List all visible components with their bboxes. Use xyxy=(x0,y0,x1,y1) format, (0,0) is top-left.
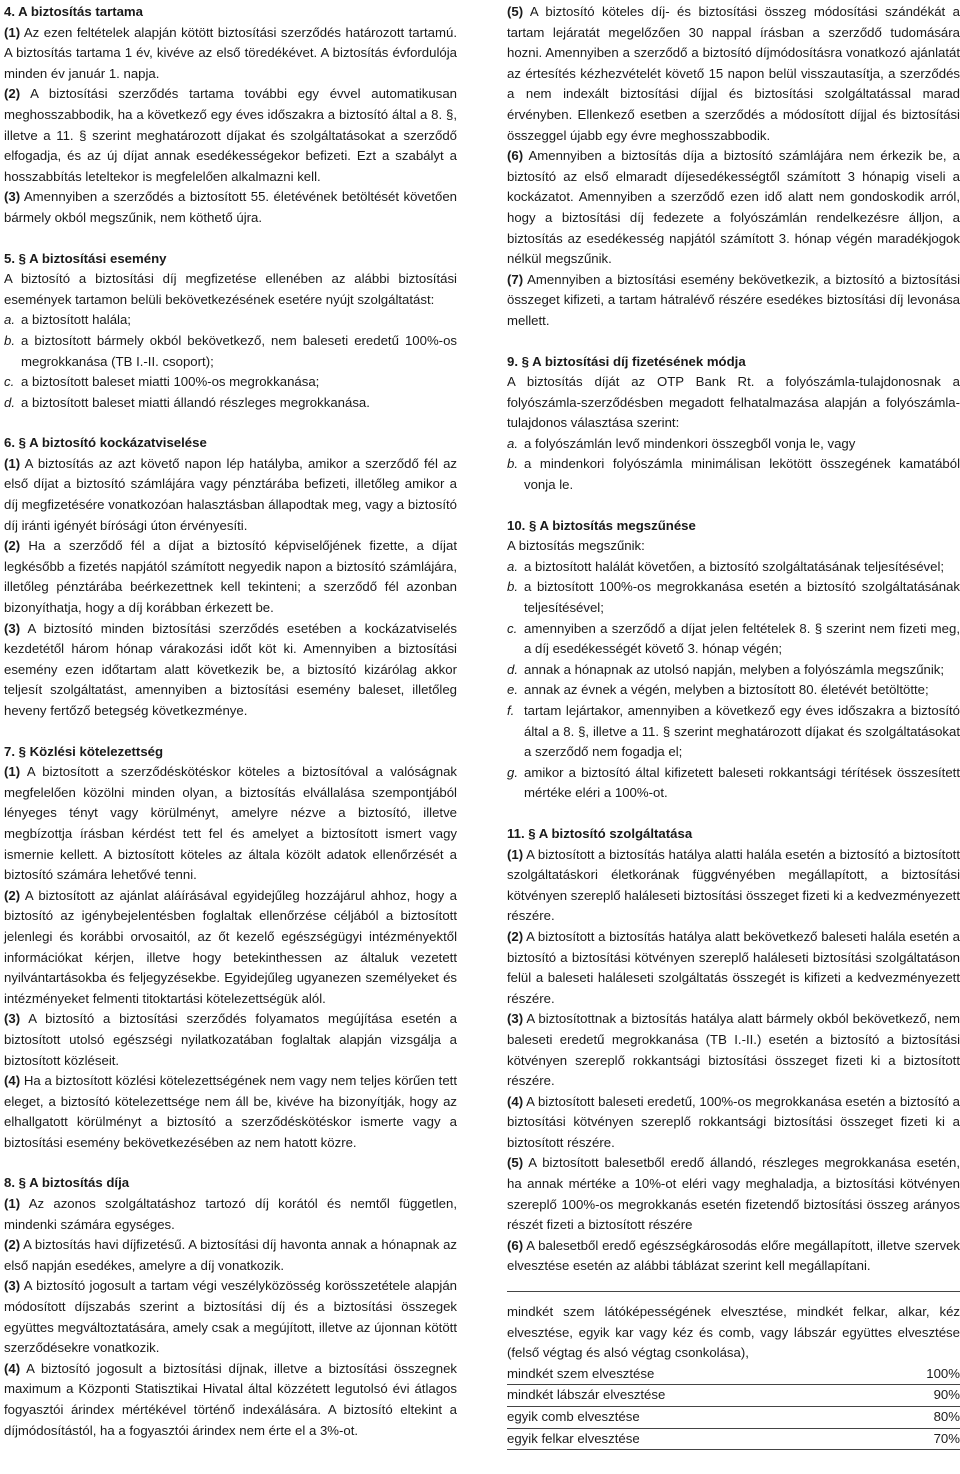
section-9 xyxy=(507,352,960,496)
disability-rate-table xyxy=(507,1291,960,1450)
payment-list xyxy=(507,434,960,496)
row-label: egyik felkar elvesztése xyxy=(507,1430,640,1446)
list-item: d. a biztosított baleset miatti állandó részleges megrokkanása. xyxy=(4,394,370,410)
paragraph: (3) A biztosító jogosult a tartam végi veszélyközösség korösszetétele alapján módosított díjszabás szerint a biztosítási díj és a biztosítási összegek együttes megváltoztatására, amely csak a megújított, illetve az újonnan kötött szerződésekre vonatkozik. xyxy=(4,1278,458,1356)
event-list xyxy=(4,310,457,413)
section-7 xyxy=(4,742,457,1154)
table-row xyxy=(507,1385,960,1407)
section-intro: A biztosítás megszűnik: xyxy=(507,538,645,554)
list-item: c. amennyiben a szerződő a díjat jelen feltételek 8. § szerint nem fizeti meg, a díj esedékességét követő 3. hónap végén; xyxy=(507,620,960,657)
list-item: b. a mindenkori folyószámla minimálisan lekötött összegének kamatából vonja le. xyxy=(507,456,960,493)
table-row xyxy=(507,1429,960,1451)
list-item: f. tartam lejártakor, amennyiben a következő egy éves időszakra a biztosító által a 8. §, illetve a 11. § szerint meghatározott díjakat és szolgáltatásokat a szerződő nem fogadja el; xyxy=(507,703,960,760)
paragraph: (7) Amennyiben a biztosítási esemény bekövetkezik, a biztosító a biztosítási összeget kifizeti, a tartam hátralévő részére esedékes biztosítási díj levonása mellett. xyxy=(507,271,960,328)
paragraph: (1) A biztosítás az azt követő napon lép hatályba, amikor a szerződő fél az első díjat a biztosító számlájára vagy pénztárába befizeti, illetőleg amikor a díj megfizetésére vonatkozóan halasztásban állapodtak meg, vagy a biztosító díj iránti igényét bírósági úton érvényesíti. xyxy=(4,455,458,533)
list-item: e. annak az évnek a végén, melyben a biztosított 80. életévét betöltötte; xyxy=(507,682,929,698)
paragraph: (1) Az ezen feltételek alapján kötött biztosítási szerződés határozott tartamú. A biztosítás tartama 1 év, kivéve az első töredékévet. A biztosítás évfordulója minden év január 1. napja. xyxy=(4,24,457,81)
list-item: b. a biztosított 100%-os megrokkanása esetén a biztosító szolgáltatásának teljesítésével; xyxy=(507,579,960,616)
section-title: 8. § A biztosítás díja xyxy=(4,1175,130,1191)
row-value: 80% xyxy=(933,1409,960,1424)
list-item: b. a biztosított bármely okból bekövetkező, nem baleseti eredetű 100%-os megrokkanása (TB I.-II. csoport); xyxy=(4,332,457,369)
list-item: a. a folyószámlán levő mindenkori összegből vonja le, vagy xyxy=(507,435,856,451)
section-title: 10. § A biztosítás megszűnése xyxy=(507,517,696,533)
section-intro: A biztosítás díját az OTP Bank Rt. a folyószámla-tulajdonosnak a folyószámla-szerződésben megadott felhatalmazása alapján a folyószámla-tulajdonos választása szerint: xyxy=(507,374,960,431)
table-row xyxy=(507,1364,960,1386)
paragraph: (3) Amennyiben a szerződés a biztosított 55. életévének betöltését követően bármely okból megszűnik, nem köthető újra. xyxy=(4,189,457,225)
paragraph: (1) A biztosított a szerződéskötéskor köteles a biztosítóval a valóságnak megfelelően közölni minden olyan, a biztosítás elvállalása szempontjából lényeges tényt vagy körülményt, amelyre nézve a biztosító, illetve megbízottja írásban kérdést tett fel és amelyet a biztosított ismert vagy ismernie kellett. A biztosított köteles az általa közölt adatok ellenőrzését a biztosító számára lehetővé tenni. xyxy=(4,764,457,883)
list-item: c. a biztosított baleset miatti 100%-os megrokkanása; xyxy=(4,374,320,390)
paragraph: (1) A biztosított a biztosítás hatálya alatti halála esetén a biztosító a biztosított szolgáltatáskori életkorának függvényében megállapított, a biztosítási kötvényen szereplő haláleseti biztosítási összeget fizeti ki a kedvezményezett részére. xyxy=(507,846,960,924)
termination-list xyxy=(507,557,960,804)
section-title: 6. § A biztosító kockázatviselése xyxy=(4,435,207,451)
right-column xyxy=(507,2,960,1450)
paragraph: (6) A balesetből eredő egészségkárosodás előre megállapított, illetve szervek elvesztése esetén az alábbi táblázat szerint kell megállapítani. xyxy=(507,1237,960,1274)
paragraph: (2) A biztosított a biztosítás hatálya alatt bekövetkező baleseti halála esetén a biztosító a biztosítási kötvényen szereplő haláleseti biztosítási szolgáltatáson felül a baleseti haláleseti szolgáltatás összegét is kifizeti a kedvezményezett részére. xyxy=(507,928,960,1006)
table-intro: mindkét szem látóképességének elvesztése, mindkét felkar, alkar, kéz elvesztése, egyik kar vagy kéz és comb, vagy lábszár együttes elvesztése (felső végtag és alsó végtag csonkolása), xyxy=(507,1304,960,1361)
paragraph: (5) A biztosító köteles díj- és biztosítási összeg módosítási szándékát a tartam lejáratát megelőzően 30 nappal írásban a szerződő tudomására hozni. Amennyiben a szerződő a biztosító díjmódosításra vonatkozó ajánlatát az értesítés kézhezvételét követő 15 napon belül visszautasítja, a szerződés a nem indexált biztosítási díjjal és biztosítási szolgáltatással marad érvényben. Ellenkező esetben a szerződés a módosított díjjal és biztosítási összeggel újabb egy évre meghosszabbodik. xyxy=(507,4,960,143)
row-label: mindkét lábszár elvesztése xyxy=(507,1387,666,1403)
section-11 xyxy=(507,824,960,1277)
section-5 xyxy=(4,249,457,414)
paragraph: (2) A biztosított az ajánlat aláírásával egyidejűleg hozzájárul ahhoz, hogy a biztosító az igénybejelentésben foglaltak ellenőrzése céljából a biztosított jelenlegi és korábbi orvosaitól, az őt kezelő egészségügyi intézményektől információkat kérjen, illetve hogy betekinthessen az általuk vezetett nyilvántartásokba és feljegyzésekbe. Egyidejűleg ugyanezen személyeket és intézményeket felmenti titoktartási kötelezettségük alól. xyxy=(4,887,458,1006)
section-8 xyxy=(4,1173,457,1441)
section-intro: A biztosító a biztosítási díj megfizetése ellenében az alábbi biztosítási események tartamon belüli bekövetkezésének esetére nyújt szolgáltatást: xyxy=(4,271,457,307)
left-column xyxy=(4,2,457,1441)
row-label: mindkét szem elvesztése xyxy=(507,1365,655,1381)
section-title: 7. § Közlési kötelezettség xyxy=(4,743,164,759)
paragraph: (2) A biztosítás havi díjfizetésű. A biztosítási díj havonta annak a hónapnak az első napján esedékes, amelyre a díj vonatkozik. xyxy=(4,1237,457,1273)
section-6 xyxy=(4,433,457,721)
paragraph: (4) Ha a biztosított közlési kötelezettségének nem vagy nem teljes körűen tett eleget, a biztosító kötelezettsége nem áll be, kivéve ha bizonyítják, hogy az elhallgatott körülményt a biztosító a szerződéskötéskor ismerte vagy a biztosítási esemény bekövetkezésében az nem hatott közre. xyxy=(4,1073,457,1150)
row-value: 90% xyxy=(933,1387,960,1403)
section-8-continued xyxy=(507,2,960,332)
paragraph: (2) A biztosítási szerződés tartama további egy évvel automatikusan meghosszabbodik, ha a következő egy éves időszakra a biztosító által a 8. §, illetve a 11. § szerint meghatározott díjakat és szolgáltatásokat a szerződő elfogadja, és az új díjat annak esedékességekor befizeti. Ezt a szabályt a hosszabbítás leteltekor is megfelelően alkalmazni kell. xyxy=(4,86,457,184)
paragraph: (6) Amennyiben a biztosítás díja a biztosító számlájára nem érkezik be, a biztosító az első elmaradt díjesedékességtől számított 3 hónapig viseli a kockázatot. Amennyiben a szerződő ezen idő alatt nem gondoskodik arról, hogy a biztosítási díj fedezete a folyószámlán rendelkezésre álljon, a biztosítás az esedékesség napjától számított 3. hónap végén maradékjogok nélkül megszűnik. xyxy=(507,148,960,267)
paragraph: (1) Az azonos szolgáltatáshoz tartozó díj korától és nemtől független, mindenki számára egységes. xyxy=(4,1196,458,1232)
list-item: d. annak a hónapnak az utolsó napján, melyben a folyószámla megszűnik; xyxy=(507,661,945,677)
section-title: 9. § A biztosítási díj fizetésének módja xyxy=(507,353,746,369)
section-title: 4. A biztosítás tartama xyxy=(4,4,143,19)
row-label: egyik comb elvesztése xyxy=(507,1409,640,1424)
list-item: g. amikor a biztosító által kifizetett baleseti rokkantsági térítések összesített mértéke eléri a 100%-ot. xyxy=(507,764,960,801)
list-item: a. a biztosított halála; xyxy=(4,312,131,328)
paragraph: (3) A biztosítottnak a biztosítás hatálya alatt bármely okból bekövetkező, nem baleseti eredetű megrokkanása (TB I.-II.) esetén a biztosító a biztosítási kötvényen szereplő rokkantsági biztosítási összeget fizeti ki a biztosított részére. xyxy=(507,1011,960,1089)
row-value: 100% xyxy=(926,1365,960,1381)
table-row xyxy=(507,1407,960,1429)
section-10 xyxy=(507,516,960,804)
paragraph: (3) A biztosító minden biztosítási szerződés esetében a kockázatviselés kezdetétől három hónap várakozási időt köt ki. Amennyiben a biztosítási esemény ezen időtartam alatt következik be, a biztosító kizárólag akkor teljesít szolgáltatást, amennyiben a biztosítási esemény baleset, illetőleg heveny fertőző betegség következménye. xyxy=(4,620,457,718)
paragraph: (5) A biztosított balesetből eredő állandó, részleges megrokkanása esetén, ha annak mértéke a 10%-ot eléri vagy meghaladja, a biztosítási kötvényen szereplő 100%-os megrokkanás esetén fizetendő biztosítási összeg arányos részét fizeti a biztosított részére xyxy=(507,1155,960,1233)
row-value: 70% xyxy=(933,1430,960,1446)
paragraph: (4) A biztosító jogosult a biztosítási díjnak, illetve a biztosítási összegnek maximum a Központi Statisztikai Hivatal által közzétett legutolsó évi átlagos fogyasztói árindex mértékével történő indexálására. A biztosító eltekint a díjmódosítástól, ha a fogyasztói árindex nem érte el a 3%-ot. xyxy=(4,1360,457,1438)
paragraph: (2) Ha a szerződő fél a díjat a biztosító képviselőjének fizette, a díjat legkésőbb a fizetés napjától számított negyedik napon a biztosító számlájára, illetőleg pénztárába beérkezettnek kell tekinteni; a szerződő fél azonban bizonyíthatja, hogy a díj korábban érkezett be. xyxy=(4,538,457,616)
section-4 xyxy=(4,2,457,229)
list-item: a. a biztosított halálát követően, a biztosító szolgáltatásának teljesítésével; xyxy=(507,558,945,574)
paragraph: (4) A biztosított baleseti eredetű, 100%-os megrokkanása esetén a biztosító a biztosítási kötvényen szereplő rokkantsági biztosítási összeget fizeti ki a biztosított részére. xyxy=(507,1093,960,1150)
paragraph: (3) A biztosító a biztosítási szerződés folyamatos megújítása esetén a biztosított utolsó egészségi nyilatkozatában foglaltak alapján vizsgálja a biztosított közléseit. xyxy=(4,1011,457,1068)
section-title: 5. § A biztosítási esemény xyxy=(4,250,167,266)
section-title: 11. § A biztosító szolgáltatása xyxy=(507,825,693,841)
